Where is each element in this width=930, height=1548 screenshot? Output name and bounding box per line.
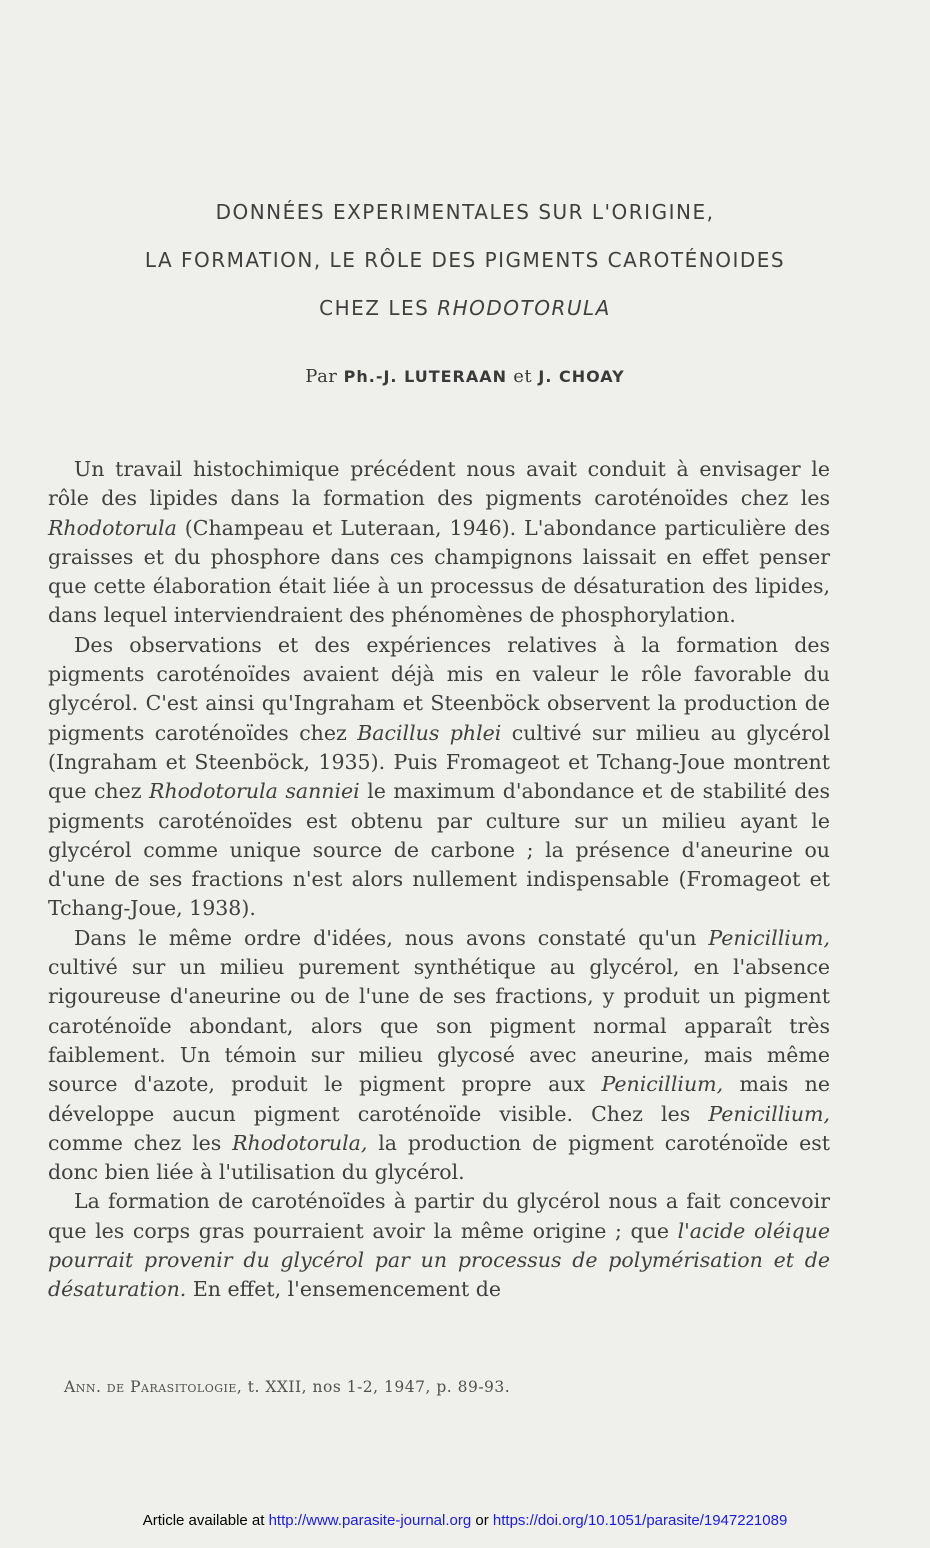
p2-text-a: Des observations et des expériences relatives à la formation des pigments caroténoïdes avaient déjà mis en valeur le rôle favorable du glycérol. C'est ainsi qu'Ingraham et Steenböck observent la production de pigments caroténoïdes chez [48,632,830,745]
title-line-3-prefix: CHEZ LES [319,296,430,320]
p3-italic-d: Penicillium, [601,1072,724,1097]
citation-details: , t. XXII, nos 1-2, 1947, p. 89-93. [236,1378,511,1396]
p3-text-c: cultivé sur un milieu purement synthétique au glycérol, en l'absence rigoureuse d'aneurine ou de l'une de ses fractions, y produit un pigment caroténoïde abondant, alors que son pigment normal apparaît très faiblement. Un témoin sur milieu glycosé avec aneurine, mais même source d'azote, produit le pigment propre aux [48,955,830,1097]
p3-italic-f: Penicillium, [708,1101,830,1126]
author-1: Ph.-J. LUTERAAN [343,367,508,386]
p3-text-e: mais ne développe aucun pigment caroténoïde visible. Chez les [48,1072,830,1126]
p4-text-a: La formation de caroténoïdes à partir du glycérol nous a fait concevoir que les corps gras pourraient avoir la même origine ; que [48,1189,830,1243]
p1-text-c: (Champeau et Luteraan, 1946). L'abondance particulière des graisses et du phosphore dans ces champignons laissait en effet penser que cette élaboration était liée à un processus de désaturation des lipides, dans lequel interviendraient des phénomènes de phosphorylation. [48,515,830,628]
p3-italic-b: Penicillium, [708,925,830,950]
p3-italic-h: Rhodotorula, [232,1130,368,1155]
paragraph-2 [48,631,830,924]
availability-middle: or [471,1512,493,1529]
title-line-3 [0,296,930,320]
journal-citation [64,1378,510,1396]
doi-link[interactable]: https://doi.org/10.1051/parasite/1947221089 [492,1512,788,1529]
title-genus: RHODOTORULA [437,296,611,320]
p1-italic-b: Rhodotorula [48,515,177,540]
p4-italic-b: l'acide oléique pourrait provenir du glycérol par un processus de polymérisation et de désaturation. [48,1218,830,1302]
paragraph-4 [48,1187,830,1304]
p3-text-g: comme chez les [48,1130,233,1155]
p2-italic-b: Bacillus phlei [357,720,502,745]
paragraph-1 [48,455,830,631]
p4-text-c: En effet, l'ensemencement de [186,1277,501,1302]
title-line-2: LA FORMATION, LE RÔLE DES PIGMENTS CAROTÉNOIDES [144,248,786,272]
p3-text-a: Dans le même ordre d'idées, nous avons constaté qu'un [74,925,709,950]
author-line [0,366,930,387]
journal-link[interactable]: http://www.parasite-journal.org [268,1512,472,1529]
journal-name: Ann. de Parasitologie [64,1378,237,1396]
paragraph-3 [48,924,830,1188]
author-prefix: Par [305,366,338,387]
p1-text-a: Un travail histochimique précédent nous avait conduit à envisager le rôle des lipides dans la formation des pigments caroténoïdes chez les [48,457,830,511]
title-line-1: DONNÉES EXPERIMENTALES SUR L'ORIGINE, [215,200,715,224]
author-2: J. CHOAY [538,367,625,386]
p2-text-c: cultivé sur milieu au glycérol (Ingraham et Steenböck, 1935). Puis Fromageot et Tchang-Joue montrent que chez [48,720,831,804]
author-conjunction: et [513,366,533,387]
p3-text-i: la production de pigment caroténoïde est donc bien liée à l'utilisation du glycérol. [48,1130,830,1185]
p2-text-e: le maximum d'abondance et de stabilité des pigments caroténoïdes est obtenu par culture sur un milieu ayant le glycérol comme unique source de carbone ; la présence d'aneurine ou d'une de ses fractions n'est alors nullement indispensable (Fromageot et Tchang-Joue, 1938). [48,779,831,921]
p2-italic-d: Rhodotorula sanniei [149,779,360,804]
availability-notice [0,1512,930,1529]
availability-prefix: Article available at [142,1512,269,1529]
body-text [48,455,830,1305]
